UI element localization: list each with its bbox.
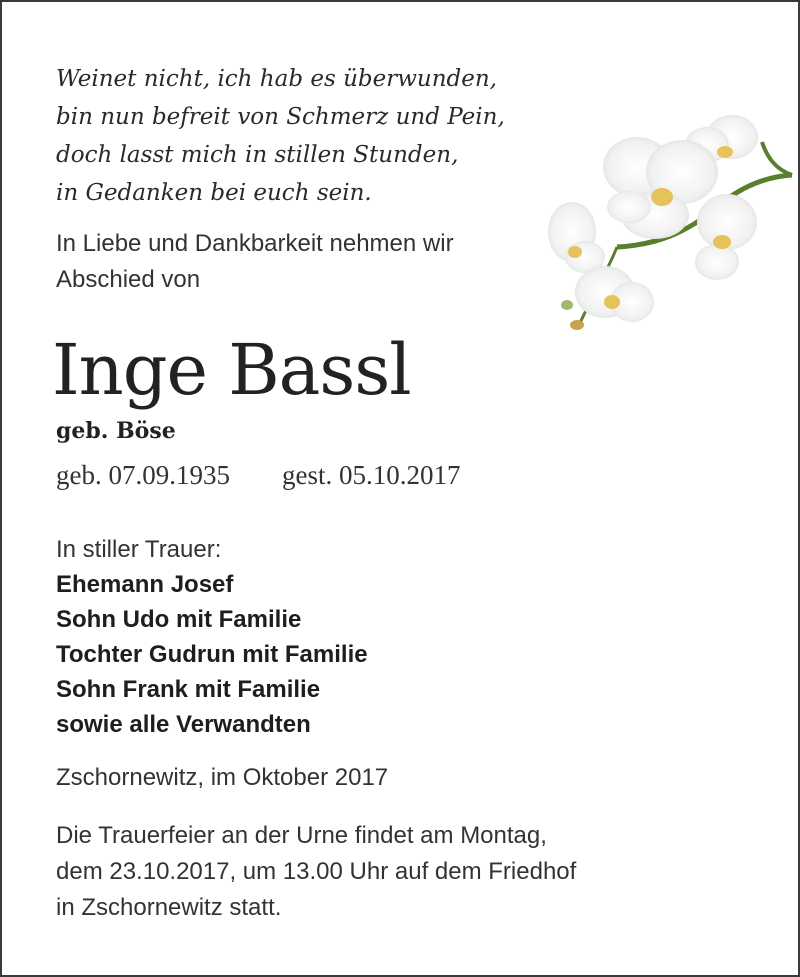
intro-line: Abschied von <box>56 266 201 293</box>
mourners-section <box>56 532 368 742</box>
birth-date: geb. 07.09.1935 <box>56 460 230 490</box>
life-dates <box>56 460 460 491</box>
funeral-notice <box>56 818 576 926</box>
mourner-name: Sohn Frank mit Familie <box>56 676 321 703</box>
poem-line: in Gedanken bei euch sein. <box>56 180 372 206</box>
farewell-intro <box>56 226 454 298</box>
mourner-name: Tochter Gudrun mit Familie <box>56 641 368 668</box>
mourner-name: Sohn Udo mit Familie <box>56 606 302 633</box>
mourners-heading: In stiller Trauer: <box>56 536 222 563</box>
poem <box>56 60 505 212</box>
poem-line: bin nun befreit von Schmerz und Pein, <box>56 104 505 130</box>
intro-line: In Liebe und Dankbarkeit nehmen wir <box>56 230 454 257</box>
poem-line: doch lasst mich in stillen Stunden, <box>56 142 459 168</box>
maiden-name: geb. Böse <box>56 418 176 444</box>
mourner-name: Ehemann Josef <box>56 571 234 598</box>
orchid-branch-icon <box>537 97 797 342</box>
funeral-line: dem 23.10.2017, um 13.00 Uhr auf dem Friedhof <box>56 858 577 885</box>
poem-line: Weinet nicht, ich hab es überwunden, <box>56 66 497 92</box>
place-date: Zschornewitz, im Oktober 2017 <box>56 764 389 791</box>
funeral-line: Die Trauerfeier an der Urne findet am Montag, <box>56 822 547 849</box>
mourner-name: sowie alle Verwandten <box>56 711 311 738</box>
deceased-name: Inge Bassl <box>52 329 411 411</box>
funeral-line: in Zschornewitz statt. <box>56 894 282 921</box>
death-date: gest. 05.10.2017 <box>281 460 461 490</box>
